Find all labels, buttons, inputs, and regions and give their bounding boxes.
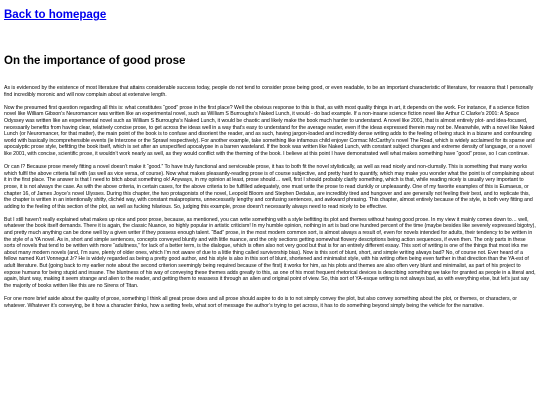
article-paragraph: Now the presumed first question regarding all this is: what constitutes “good” prose in the first place? Well the obvious response to this is that, as with most quality things in art, it depends on the work. For instance, if a science fiction novel like William Gibson’s Neuromancer was written like an experimental novel, such as William S Burroughs’s Naked Lunch, it would - do bad example. If a non-insane science fiction novel like Arthur C Clarke’s 2001: A Space Odyssey was written like an experimental novel such as William S Burroughs’s Naked Lunch, it would be chaotic and likely make the book much harder to understand. A novel like 2001, that is almost entirely plot- and idea-focused, necessarily benefits from having clear, relatively concise prose, to get across the ideas well in a way that’s easy to understand for the average reader, even if the ideas expressed therein may not be. Meanwhile, with a novel like Naked Lunch (or Neuromancer, for that matter), the main point of the book is to confuse and disorient the reader, and as such, having jargon-loaded and incredibly dense writing adds to the feeling of being stuck in a bizarre and confounding world with basically incomprehensible events (ie Interzone or the Sprawl respectively). For another example, take something like infamous child enjoyer Cormac McCarthy’s novel The Road, which is widely acclaimed for its sparse and apocalyptic prose style, befitting the book itself, which is set after an unspecified apocalypse in a barren wasteland. If the book was written like Naked Lunch, with constant subject changes and extreme density of language, or a novel like 2001, with concise, scientific prose, it wouldn’t work nearly as well, as they would conflict with the theming of the book. I believe at this point I have demonstrated well what makes something have “good” prose, so I can continue. <box>4 104 535 157</box>
back-to-homepage-link[interactable]: Back to homepage <box>4 9 107 21</box>
article-title: On the importance of good prose <box>4 55 186 67</box>
article-body <box>4 85 536 309</box>
page <box>4 0 536 309</box>
article-paragraph: But I still haven’t really explained what makes up nice and poor prose, because, as mentioned, you can write something with a style befitting its plot and themes without having good prose. In my view it mainly comes down to… well, whatever the book itself demands. There it is again, the classic Nuance, so highly popular in artistic criticism! In my humble opinion, nothing in art is bad one hundred percent of the time (maybe besides like severely expressed bigotry), and pretty much anything can be done well by a given writer if they possess enough talent. “Bad” prose, in the most modern common sort, is almost always a result of, even for novels intended for adults, their tendency to be written in the style of a YA novel. As in, short and simple sentences, concepts conveyed bluntly and with little nuance, and the only sections getting somewhat flowery descriptions being action sequences, if even then. The only parts in these sorts of novels that tend to be written with more “adultness,” for lack of a better term, is the dialogue, which is often also not very good but that is for an entirely different essay. This sort of writing is one of the things that most irks me about many modern novels (and, I’m sure, plenty of older ones, which I’m not aware of due to a little thing called survivorship bias). Now is this sort of blunt, short, and simple writing always bad? No, of course not. Ever heard of a fellow named Kurt Vonnegut Jr? He is widely regarded as being a pretty good author, and his style is also in this sort of blunt, shortened and minimalist style, with his writing often being even farther in that direction than the YA-est of adult literature. But (going back to my earlier note about the second criterion seemingly being required because of the first) it works for him, as his plots and themes are also often very blunt and minimalist, as part of his project to expose humans for being stupid and insane. The bluntness of his way of conveying these themes adds greatly to this, as one of his most frequent rhetorical devices is describing something we take for granted as people in a literal and, again, blunt way, making it seem strange and alien to the reader, and getting them to reassess it through an alien and original point of view. So, this sort of YA-esque writing is not always bad, as with everything else, but let’s just say the majority of books written like this are no Sirens of Titan. <box>4 216 536 289</box>
article-paragraph: As is evidenced by the existence of most literature that attains considerable success today, people do not tend to consider prose being good, or even readable, to be an important characteristic of literature, for reasons that I personally find incredibly moronic and will now complain about at extensive length. <box>4 85 534 98</box>
article-paragraph: For one more brief aside about the quality of prose, something I think all great prose does and all prose should aspire to do is to not simply convey the plot, but also convey something about the plot, or themes, or characters, or whatever. Whatever it’s conveying, be it how a character thinks, how a setting feels, what sort of message the author’s trying to get across, it has to do something beyond simply being the vehicle for the narrative. <box>4 296 517 309</box>
article-paragraph: Or can I? Because prose merely fitting a novel doesn’t make it “good.” To have truly functional and serviceable prose, it has to both fit the novel stylistically, as well as read nicely and non-clumsily. This is something that many works which fulfil the above criteria fail with (as well as vice versa, of course). Now what makes pleasantly-reading prose is of course subjective, and pretty hard to quantify, which may make you wonder what the point is of complaining about it in the first place. The answer is that I need to bitch about something ok! Anyways, in my opinion at least, prose should… well, first I should probably clarify something, which is that, while reading nicely is usually very important to prose, it is not always the case. As with the above criteria, in certain cases, for the above criteria to be fulfilled adequately, one must write the prose to read clunkily or unpleasantly. One of my favorite examples of this is Eumaeus, or chapter 16, of James Joyce’s novel Ulysses. During this chapter, the two protagonists of the novel, Leopold Bloom and Stephen Dedalus, are incredibly tired and hungover and are generally not feeling their best, and to replicate this, the chapter is written in an intentionally shitty, clichéd way, with constant malapropisms, unnecessarily lengthy and confusing sentences, and awkward phrasing. This chapter, almost entirely because of the style, is both very fitting and adding to the feeling of this section of the plot, as well as fucking hilarious. So, judging this example, prose doesn’t necessarily always need to read nicely to be effective. <box>4 164 534 210</box>
